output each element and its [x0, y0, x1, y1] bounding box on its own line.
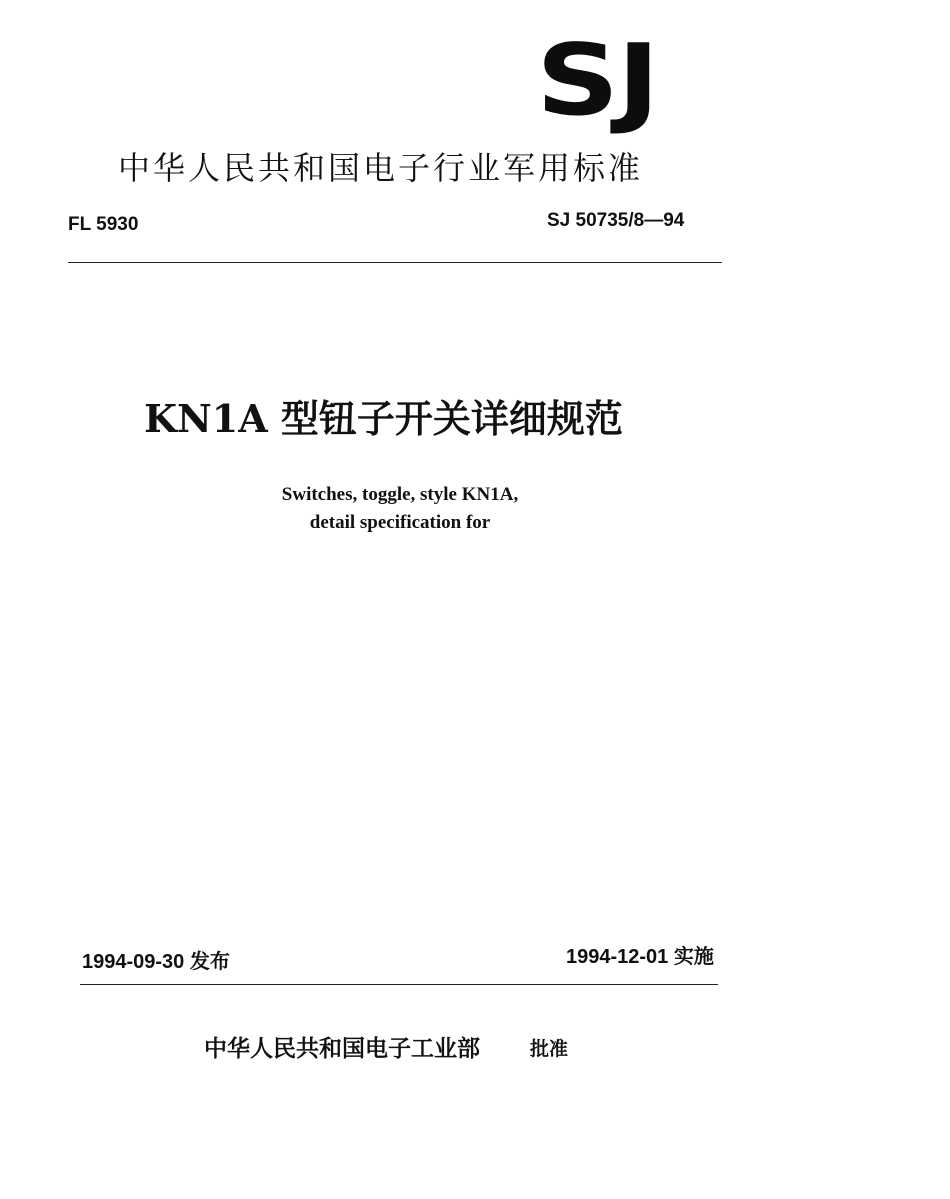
- standard-number: SJ 50735/8—94: [547, 210, 685, 231]
- classification-code: FL 5930: [68, 214, 139, 235]
- sj-logo: SJ: [536, 24, 658, 138]
- effective-date: 1994-12-01 实施: [566, 946, 714, 968]
- approval-label: 批准: [530, 1038, 569, 1060]
- document-title-chinese: KN1A 型钮子开关详细规范: [144, 396, 623, 441]
- document-title-english-line1: Switches, toggle, style KN1A,: [281, 484, 519, 505]
- issuing-authority: 中华人民共和国电子行业军用标准: [118, 149, 644, 187]
- document-title-english-line2: detail specification for: [309, 512, 491, 533]
- issue-date: 1994-09-30 发布: [82, 951, 230, 973]
- header-divider: [68, 262, 722, 263]
- approving-body: 中华人民共和国电子工业部: [204, 1036, 480, 1062]
- footer-divider: [80, 984, 718, 985]
